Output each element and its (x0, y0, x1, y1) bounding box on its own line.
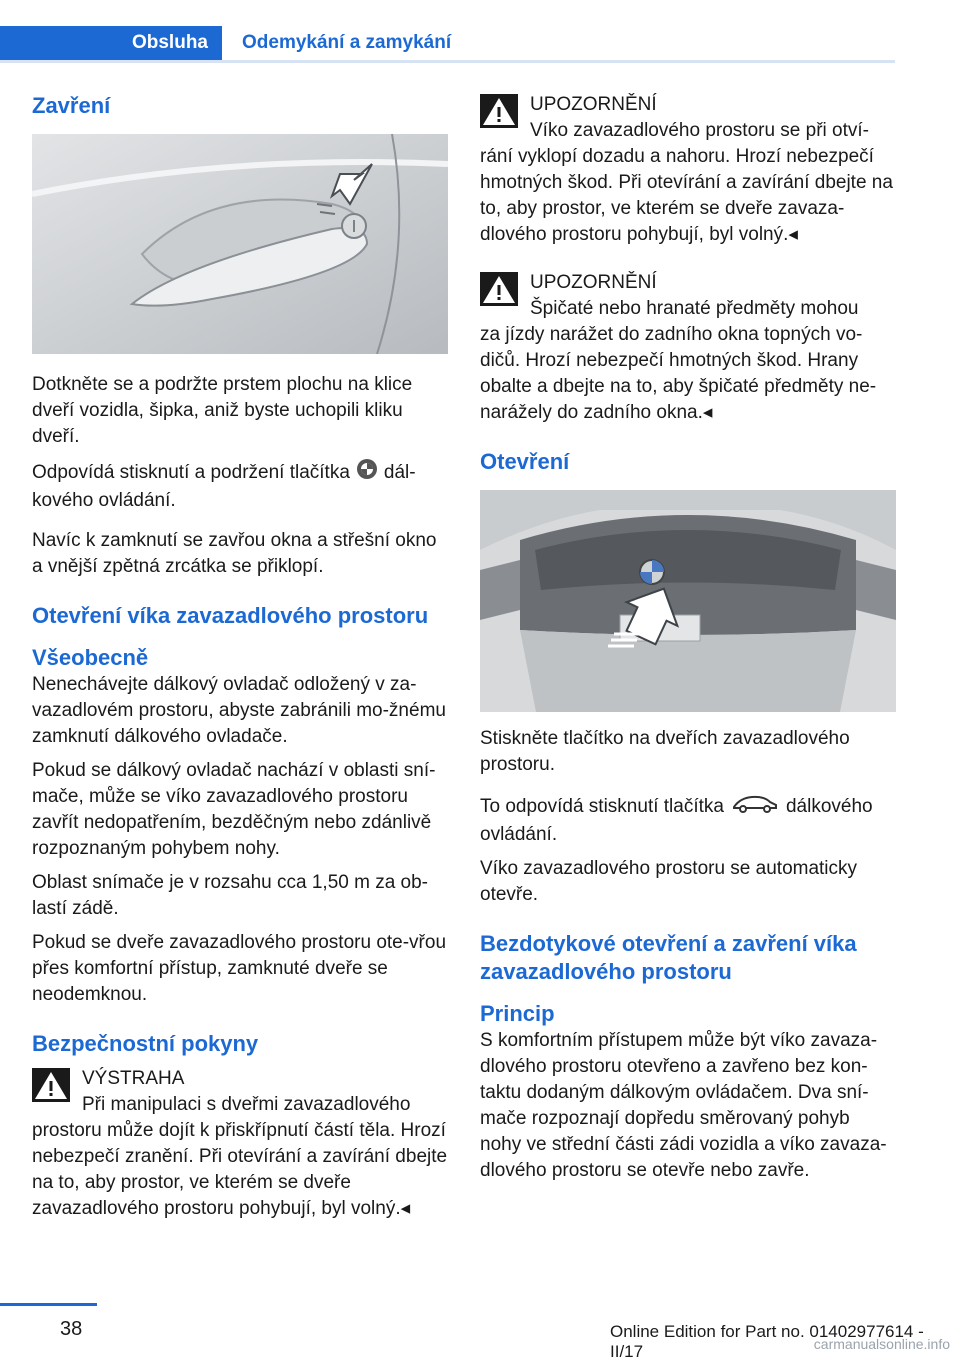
heading-bezdotykove: Bezdotykové otevření a zavření víka zavazadlového prostoru (480, 931, 857, 984)
page-number: 38 (60, 1318, 83, 1340)
paragraph-vseobecne-2: Pokud se dálkový ovladač nachází v oblasti sní-mače, může se víko zavazadlového prostoru zavřít nedopatřením, bezděčným nebo zdánlivě rozpoznaným pohybem nohy. (32, 760, 436, 859)
notice-text-1: Víko zavazadlového prostoru se při otví- rání vyklopí dozadu a nahoru. Hrozí nebezpečí hmotných škod. Při otevírání a zavírání dbejte na to, aby prostor, ve kterém se dveře zavaza-dlového prostoru pohybují, byl volný.◂ (480, 120, 893, 245)
paragraph-zavreni-3: Navíc k zamknutí se zavřou okna a střešní okno a vnější zpětná zrcátka se přiklopí. (32, 530, 437, 577)
car-tailgate-button-icon (730, 792, 780, 822)
warning-triangle-icon (480, 94, 518, 128)
tab-odemykani-a-zamykani[interactable]: Odemykání a zamykání (242, 32, 452, 53)
header-divider (0, 60, 895, 63)
paragraph-princip: S komfortním přístupem může být víko zavaza-dlového prostoru otevřeno a zavřeno bez kon-taktu dodaným dálkovým ovládačem. Dva sní-mače rozpoznají dopředu směrovaný pohyb nohy ve střední části zádi vozidla a víko zavaza-dlového prostoru se otevře nebo zavře. (480, 1030, 887, 1181)
paragraph-vseobecne-3: Oblast snímače je v rozsahu cca 1,50 m za ob-lastí zádě. (32, 872, 429, 919)
paragraph-zavreni-1: Dotkněte se a podržte prstem plochu na klice dveří vozidla, šipka, aniž byste uchopili kliku dveří. (32, 374, 413, 447)
right-column (480, 92, 896, 1184)
heading-otevreni-vika: Otevření víka zavazadlového prostoru (32, 603, 429, 628)
tailgate-image (480, 490, 896, 712)
left-column (32, 92, 448, 1222)
warning-text: Při manipulaci s dveřmi zavazadlového prostoru může dojít k přiskřípnutí částí těla. Hrozí nebezpečí zranění. Při otevírání a zavírání dbejte na to, aby prostor, ve kterém se dveře zavazadlového prostoru pohybují, byl volný.◂ (32, 1094, 448, 1219)
warning-triangle-icon (480, 272, 518, 306)
notice-block-1 (480, 92, 896, 248)
heading-zavreni: Zavření (32, 93, 111, 118)
notice-text-2: Špičaté nebo hranaté předměty mohou za jízdy narážet do zadního okna topných vo-dičů. Hrozí nebezpečí hmotných škod. Hrany obalte a dbejte na to, aby špičaté předměty ne-narážely do zadního okna.◂ (480, 298, 877, 423)
edition-label: Online Edition for Part no. 01402977614 - II/17 (610, 1322, 924, 1361)
notice-title-1: UPOZORNĚNÍ (530, 94, 657, 115)
heading-vseobecne: Všeobecně (32, 645, 149, 670)
warning-block (32, 1066, 448, 1222)
notice-title-2: UPOZORNĚNÍ (530, 272, 657, 293)
notice-block-2 (480, 270, 896, 426)
tab-obsluha[interactable]: Obsluha (0, 26, 222, 60)
heading-otevreni: Otevření (480, 449, 570, 474)
paragraph-vseobecne-1: Nenechávejte dálkový ovladač odložený v za-vazadlovém prostoru, abyste zabránili mo-žnému zamknutí dálkového ovladače. (32, 674, 446, 747)
heading-bezpecnostni-pokyny: Bezpečnostní pokyny (32, 1031, 259, 1056)
bmw-lock-button-icon (356, 458, 378, 488)
paragraph-vseobecne-4: Pokud se dveře zavazadlového prostoru ote-vřou přes komfortní přístup, zamknuté dveře se neodemknou. (32, 932, 447, 1005)
paragraph-otevreni-2: To odpovídá stisknutí tlačítka dálkového ovládání. (480, 792, 896, 848)
paragraph-otevreni-1: Stiskněte tlačítko na dveřích zavazadlového prostoru. (480, 728, 850, 775)
warning-title: VÝSTRAHA (82, 1068, 185, 1089)
door-handle-illustration (32, 134, 448, 354)
footer-divider (0, 1303, 97, 1306)
warning-triangle-icon (32, 1068, 70, 1102)
heading-princip: Princip (480, 1001, 555, 1026)
tailgate-illustration (480, 490, 896, 712)
page-header (0, 0, 960, 62)
door-handle-image (32, 134, 448, 354)
watermark-text: carmanualsonline.info (813, 1336, 950, 1352)
paragraph-otevreni-3: Víko zavazadlového prostoru se automaticky otevře. (480, 858, 858, 905)
paragraph-zavreni-2: Odpovídá stisknutí a podržení tlačítka dál-kového ovládání. (32, 458, 448, 514)
